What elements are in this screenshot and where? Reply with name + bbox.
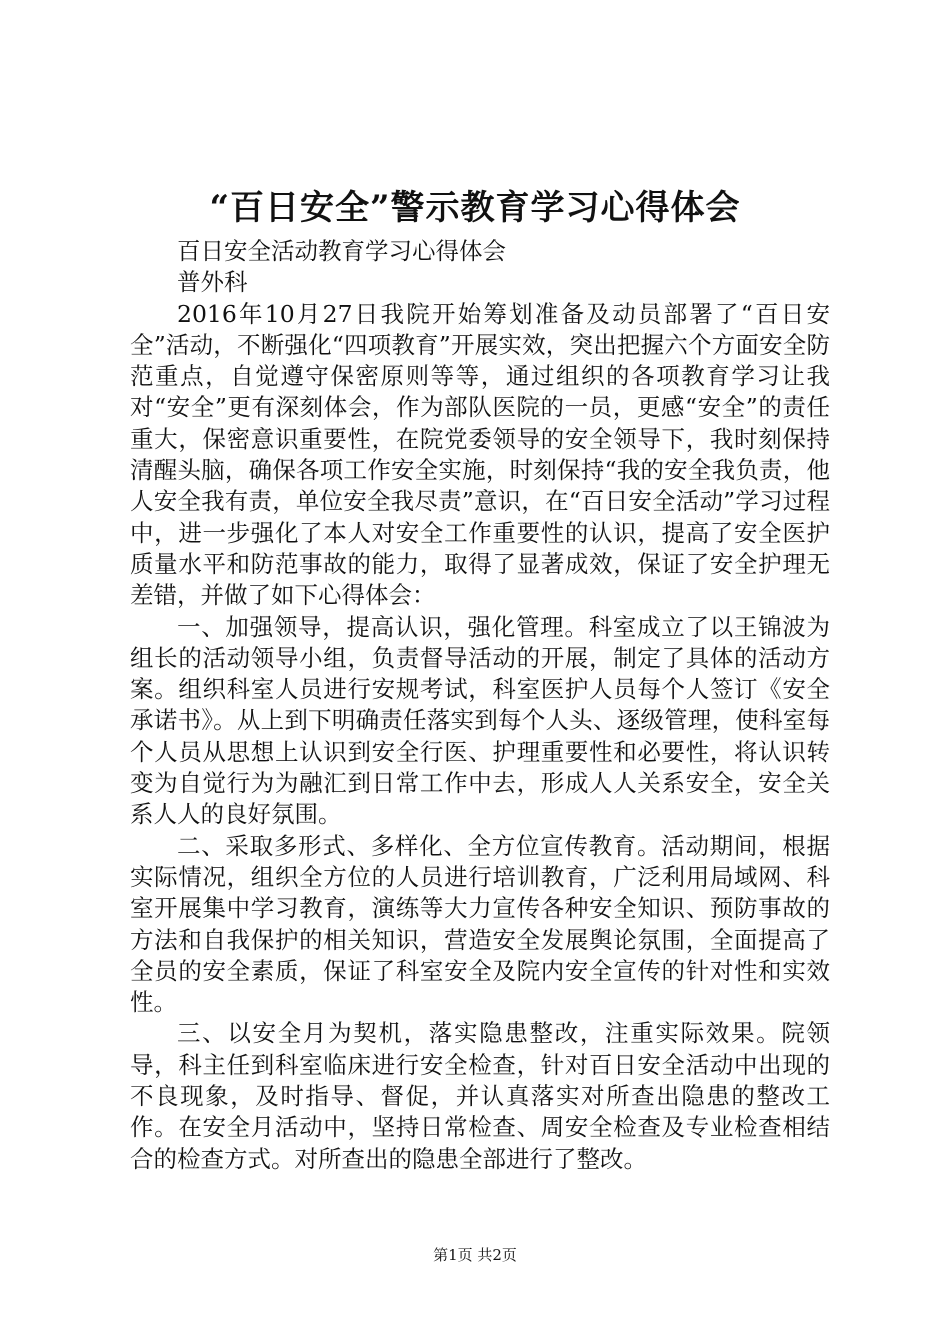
page-number-footer: 第1页 共2页 [433,1246,517,1264]
section-three-paragraph: 三、以安全月为契机，落实隐患整改，注重实际效果。院领导，科主任到科室临床进行安全检查，针对百日安全活动中出现的不良现象，及时指导、督促，并认真落实对所查出隐患的整改工作。在安全月活动中，坚持日常检查、周安全检查及专业检查相结合的检查方式。对所查出的隐患全部进行了整改。 [130,1019,830,1173]
document-title: “百日安全”警示教育学习心得体会 [209,188,741,228]
department-label: 普外科 [177,268,248,297]
section-one-paragraph: 一、加强领导，提高认识，强化管理。科室成立了以王锦波为组长的活动领导小组，负责督导活动的开展，制定了具体的活动方案。组织科室人员进行安规考试，科室医护人员每个人签订《安全承诺书》。从上到下明确责任落实到每个人头、逐级管理，使科室每个人员从思想上认识到安全行医、护理重要性和必要性，将认识转变为自觉行为为融汇到日常工作中去，形成人人关系安全，安全关系人人的良好氛围。 [130,612,830,829]
intro-paragraph: 2016年10月27日我院开始筹划准备及动员部署了“百日安全”活动，不断强化“四项教育”开展实效，突出把握六个方面安全防范重点，自觉遵守保密原则等等，通过组织的各项教育学习让我对“安全”更有深刻体会，作为部队医院的一员，更感“安全”的责任重大，保密意识重要性，在院党委领导的安全领导下，我时刻保持清醒头脑，确保各项工作安全实施，时刻保持“我的安全我负责，他人安全我有责，单位安全我尽责”意识，在“百日安全活动”学习过程中，进一步强化了本人对安全工作重要性的认识，提高了安全医护质量水平和防范事故的能力，取得了显著成效，保证了安全护理无差错，并做了如下心得体会： [130,299,830,610]
section-two-paragraph: 二、采取多形式、多样化、全方位宣传教育。活动期间，根据实际情况，组织全方位的人员进行培训教育，广泛利用局域网、科室开展集中学习教育，演练等大力宣传各种安全知识、预防事故的方法和自我保护的相关知识，营造安全发展舆论氛围，全面提高了全员的安全素质，保证了科室安全及院内安全宣传的针对性和实效性。 [130,831,830,1017]
document-subtitle: 百日安全活动教育学习心得体会 [177,237,506,265]
document-body [130,236,830,1175]
